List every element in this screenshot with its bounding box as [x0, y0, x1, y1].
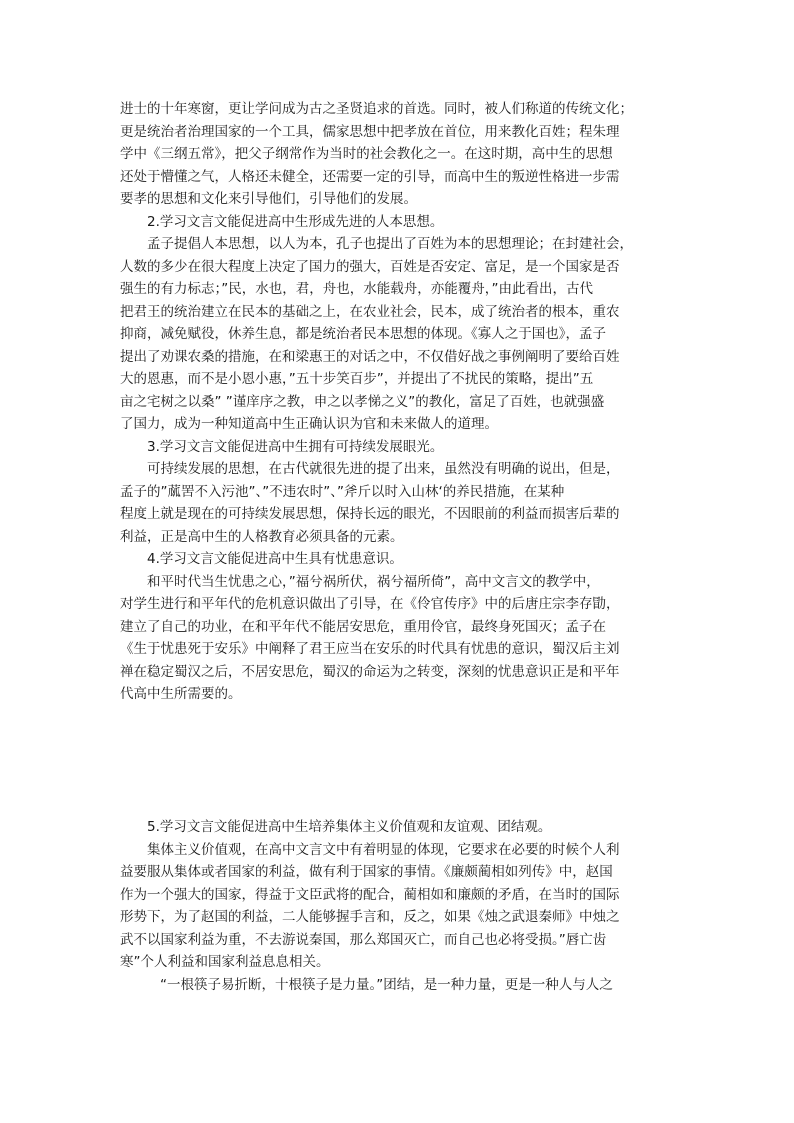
text-line: 和平时代当生忧患之心，”福兮祸所伏，祸兮福所倚”，高中文言文的教学中，	[147, 573, 600, 590]
text-line: 亩之宅树之以桑” ”谨庠序之教，申之以孝悌之义”的教化，富足了百姓，也就强盛	[120, 393, 605, 410]
text-block-2	[120, 816, 680, 996]
text-line: 提出了劝课农桑的措施，在和梁惠王的对话之中，不仅借好战之事例阐明了要给百姓	[120, 348, 620, 365]
text-line: 可持续发展的思想，在古代就很先进的提了出来，虽然没有明确的说出，但是，	[147, 461, 620, 477]
text-line: 要孝的思想和文化来引导他们，引导他们的发展。	[120, 191, 417, 207]
text-line: 作为一个强大的国家，得益于文臣武将的配合，蔺相如和廉颇的矛盾，在当时的国际	[120, 886, 620, 903]
text-line: 《生于忧患死于安乐》中阐释了君王应当在安乐的时代具有忧患的意识，蜀汉后主刘	[120, 641, 620, 657]
text-line: 把君王的统治建立在民本的基础之上，在农业社会，民本，成了统治者的根本，重农	[120, 303, 620, 320]
text-line: 对学生进行和平年代的危机意识做出了引导，在《伶官传序》中的后唐庄宗李存勖，	[120, 596, 620, 612]
text-line: 抑商，减免赋役，休养生息，都是统治者民本思想的体现。《寡人之于国也》，孟子	[120, 326, 606, 342]
text-line: “一根筷子易折断，十根筷子是力量。”团结，是一种力量，更是一种人与人之	[160, 976, 613, 993]
text-line: 强生的有力标志；”民，水也，君，舟也，水能载舟，亦能覆舟，”由此看出，古代	[120, 281, 593, 297]
section-heading-2: 2.学习文言文能促进高中生形成先进的人本思想。	[147, 213, 444, 230]
text-line: 益要服从集体或者国家的利益，做有利于国家的事情。《廉颇蔺相如列传》中，赵国	[120, 864, 613, 880]
section-heading-5: 5.学习文言文能促进高中生培养集体主义价值观和友谊观、团结观。	[147, 819, 552, 835]
text-line: 利益，正是高中生的人格教育必须具备的元素。	[120, 528, 404, 545]
text-line: 学中《三纲五常》，把父子纲常作为当时的社会教化之一。在这时期，高中生的思想	[120, 146, 613, 162]
text-line: 建立了自己的功业，在和平年代不能居安思危，重用伶官，最终身死国灭；孟子在	[120, 618, 606, 635]
text-line: 武不以国家利益为重，不去游说秦国，那么郑国灭亡，而自己也必将受损。”唇亡齿	[120, 931, 607, 948]
text-line: 孟子的”蓏罟不入污池”、”不违农时”、”斧斤以时入山林‘的养民措施，在某种	[120, 483, 565, 500]
text-line: 还处于懵懂之气，人格还未健全，还需要一定的引导，而高中生的叛逆性格进一步需	[120, 168, 620, 185]
text-line: 寒”个人利益和国家利益息息相关。	[120, 954, 330, 970]
text-line: 了国力，成为一种知道高中生正确认识为官和未来做人的道理。	[120, 416, 498, 432]
text-line: 进士的十年寒窗，更让学问成为古之圣贤追求的首选。同时，被人们称道的传统文化；	[120, 101, 633, 117]
text-line: 孟子提倡人本思想，以人为本，孔子也提出了百姓为本的思想理论；在封建社会，	[147, 236, 633, 252]
section-heading-4: 4.学习文言文能促进高中生具有忧患意识。	[147, 551, 403, 567]
text-line: 更是统治者治理国家的一个工具，儒家思想中把孝放在首位，用来教化百姓；程朱理	[120, 123, 620, 140]
text-line: 代高中生所需要的。	[120, 686, 242, 702]
text-line: 人数的多少在很大程度上决定了国力的强大，百姓是否安定、富足，是一个国家是否	[120, 258, 620, 275]
text-block-1	[120, 98, 680, 706]
text-line: 大的恩惠，而不是小恩小惠，”五十步笑百步”，并提出了不扰民的策略，提出”五	[120, 371, 594, 387]
text-line: 禅在稳定蜀汉之后，不居安思危，蜀汉的命运为之转变，深刻的忧患意识正是和平年	[120, 663, 620, 680]
text-line: 集体主义价值观，在高中文言文中有着明显的体现，它要求在必要的时候个人利	[147, 841, 620, 858]
section-heading-3: 3.学习文言文能促进高中生拥有可持续发展眼光。	[147, 438, 444, 455]
text-line: 程度上就是现在的可持续发展思想，保持长远的眼光，不因眼前的利益而损害后辈的	[120, 506, 620, 522]
text-line: 形势下，为了赵国的利益，二人能够握手言和，反之，如果《烛之武退秦师》中烛之	[120, 909, 620, 925]
